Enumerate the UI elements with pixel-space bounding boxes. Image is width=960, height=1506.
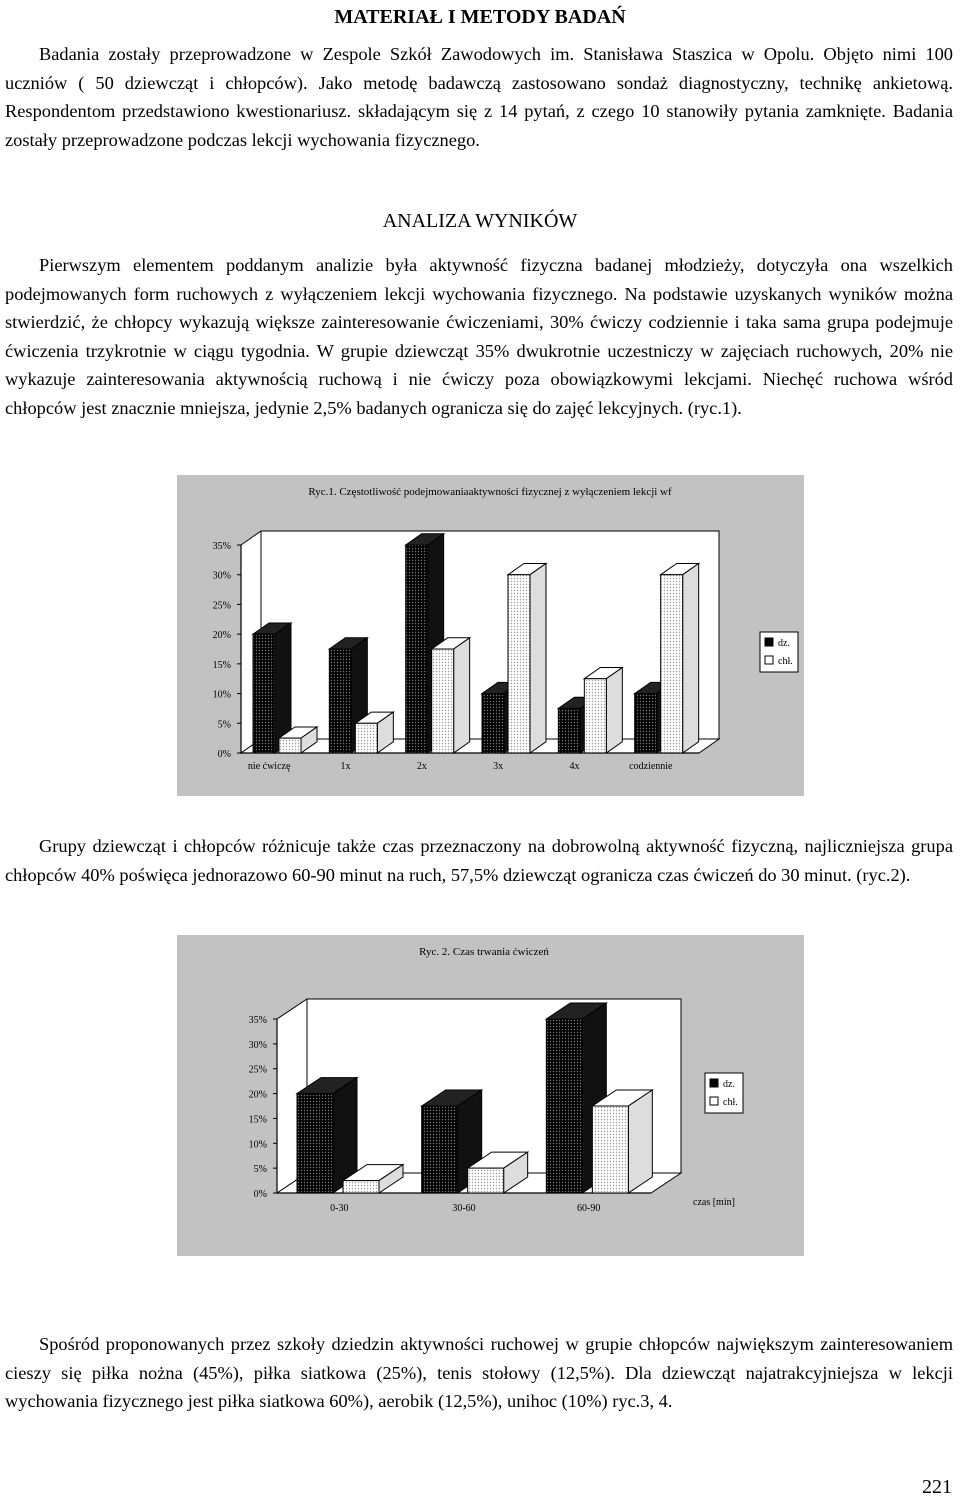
legend — [705, 1073, 743, 1113]
legend-label: dz. — [778, 638, 790, 649]
legend-swatch — [710, 1079, 718, 1087]
chart-title: Ryc.1. Częstotliwość podejmowaniaaktywności fizycznej z wyłączeniem lekcji wf — [308, 486, 672, 498]
bar-chl — [584, 668, 622, 753]
y-tick-label: 20% — [212, 630, 231, 642]
bar-front-face — [661, 575, 683, 753]
section-title-results: ANALIZA WYNIKÓW — [382, 210, 578, 232]
bar-front-face — [432, 649, 454, 753]
y-tick-label: 35% — [212, 541, 231, 552]
bar-side-face — [628, 1090, 652, 1193]
bar-chl — [432, 638, 470, 753]
bar-front-face — [406, 545, 428, 753]
bar-side-face — [454, 638, 470, 753]
section-title-materials: MATERIAŁ I METODY BADAŃ — [334, 6, 626, 28]
bar-front-face — [508, 575, 530, 753]
legend-swatch — [710, 1097, 718, 1105]
bar-chl — [508, 564, 546, 753]
legend-label: chł. — [778, 656, 793, 667]
chart-frequency-svg — [177, 475, 804, 796]
paragraph-methods — [5, 40, 953, 154]
y-tick-label: 0% — [217, 749, 231, 760]
y-tick-label: 5% — [217, 719, 231, 731]
legend — [760, 632, 798, 672]
bar-front-face — [329, 649, 351, 753]
page-number: 221 — [922, 1476, 952, 1498]
paragraph-methods-text: Badania zostały przeprowadzone w Zespole Szkół Zawodowych im. Stanisława Staszica w Opolu. Objęto nimi 100 uczniów ( 50 dziewcząt i chłopców). Jako metodę badawczą zastosowano sondaż diagnostyczny, technikę ankietową. Respondentom przedstawiono kwestionariusz. składającym się z 14 pytań, z czego 10 stanowiły pytania zamknięte. Badania zostały przeprowadzone podczas lekcji wychowania fizycznego. — [5, 44, 953, 150]
paragraph-results-1-text: Pierwszym elementem poddanym analizie była aktywność fizyczna badanej młodzieży, dotyczyła ona wszelkich podejmowanych form ruchowych z wyłączeniem lekcji wychowania fizycznego. Na podstawie uzyskanych wyników można stwierdzić, że chłopcy wykazują większe zainteresowanie ćwiczeniami, 30% ćwiczy codziennie i taka sama grupa podejmuje ćwiczenia trzykrotnie w ciągu tygodnia. W grupie dziewcząt 35% dwukrotnie uczestniczy w zajęciach ruchowych, 20% nie wykazuje zainteresowania aktywnością ruchową i nie ćwiczy poza obowiązkowymi lekcjami. Niechęć ruchowa wśród chłopców jest znacznie mniejsza, jedynie 2,5% badanych ogranicza się do zajęć lekcyjnych. (ryc.1). — [5, 255, 953, 418]
bar-front-face — [253, 634, 275, 753]
x-tick-label: 0-30 — [330, 1203, 349, 1214]
y-tick-label: 15% — [212, 659, 231, 671]
x-tick-label: 2x — [416, 761, 427, 772]
x-tick-label: 4x — [569, 761, 580, 772]
y-tick-label: 0% — [253, 1189, 267, 1200]
bar-front-face — [468, 1168, 504, 1193]
legend-swatch — [765, 638, 773, 646]
bar-front-face — [546, 1019, 582, 1193]
x-tick-label: 30-60 — [452, 1203, 476, 1214]
chart-title: Ryc. 2. Czas trwania ćwiczeń — [419, 946, 549, 958]
y-tick-label: 10% — [212, 689, 231, 701]
x-tick-label: 60-90 — [576, 1203, 601, 1214]
bar-side-face — [530, 564, 546, 753]
legend-label: dz. — [723, 1079, 735, 1090]
x-tick-label: codziennie — [629, 761, 673, 772]
bar-front-face — [482, 694, 504, 753]
legend-label: chł. — [723, 1097, 738, 1108]
chart-frequency — [177, 475, 804, 796]
chart-duration-svg — [177, 935, 804, 1256]
bar-front-face — [592, 1106, 628, 1193]
legend-swatch — [765, 656, 773, 664]
y-tick-label: 15% — [248, 1114, 267, 1126]
paragraph-results-2-text: Grupy dziewcząt i chłopców różnicuje także czas przeznaczony na dobrowolną aktywność fizyczną, najliczniejsza grupa chłopców 40% poświęca jednorazowo 60-90 minut na ruch, 57,5% dziewcząt ogranicza czas ćwiczeń do 30 minut. (ryc.2). — [5, 836, 953, 885]
y-tick-label: 5% — [253, 1164, 267, 1176]
y-tick-label: 35% — [248, 1015, 267, 1026]
x-tick-label: nie ćwiczę — [247, 761, 291, 772]
y-tick-label: 25% — [248, 1064, 267, 1076]
bar-front-face — [558, 708, 580, 753]
bar-front-face — [343, 1181, 379, 1193]
bar-chl — [592, 1090, 652, 1193]
y-tick-label: 30% — [212, 570, 231, 582]
bar-side-face — [683, 564, 699, 753]
paragraph-results-2 — [5, 832, 953, 889]
paragraph-results-1 — [5, 251, 953, 423]
x-axis-label: czas [min] — [693, 1197, 735, 1208]
y-tick-label: 25% — [212, 600, 231, 612]
y-tick-label: 20% — [248, 1089, 267, 1101]
bar-front-face — [422, 1106, 458, 1193]
bar-front-face — [297, 1094, 333, 1193]
y-tick-label: 10% — [248, 1139, 267, 1151]
chart-duration — [177, 935, 804, 1256]
paragraph-results-3 — [5, 1330, 953, 1416]
paragraph-results-3-text: Spośród proponowanych przez szkoły dziedzin aktywności ruchowej w grupie chłopców największym zainteresowaniem cieszy się piłka nożna (45%), piłka siatkowa (25%), tenis stołowy (12,5%). Dla dziewcząt najatrakcyjniejsza w lekcji wychowania fizycznego jest piłka siatkowa 60%), aerobik (12,5%), unihoc (10%) ryc.3, 4. — [5, 1334, 953, 1412]
x-tick-label: 3x — [493, 761, 504, 772]
bar-dz — [297, 1078, 357, 1193]
y-tick-label: 30% — [248, 1039, 267, 1051]
bar-front-face — [584, 679, 606, 753]
x-tick-label: 1x — [340, 761, 351, 772]
bar-side-face — [606, 668, 622, 753]
bar-front-face — [635, 694, 657, 753]
bar-chl — [661, 564, 699, 753]
bar-front-face — [355, 723, 377, 753]
bar-front-face — [279, 738, 301, 753]
